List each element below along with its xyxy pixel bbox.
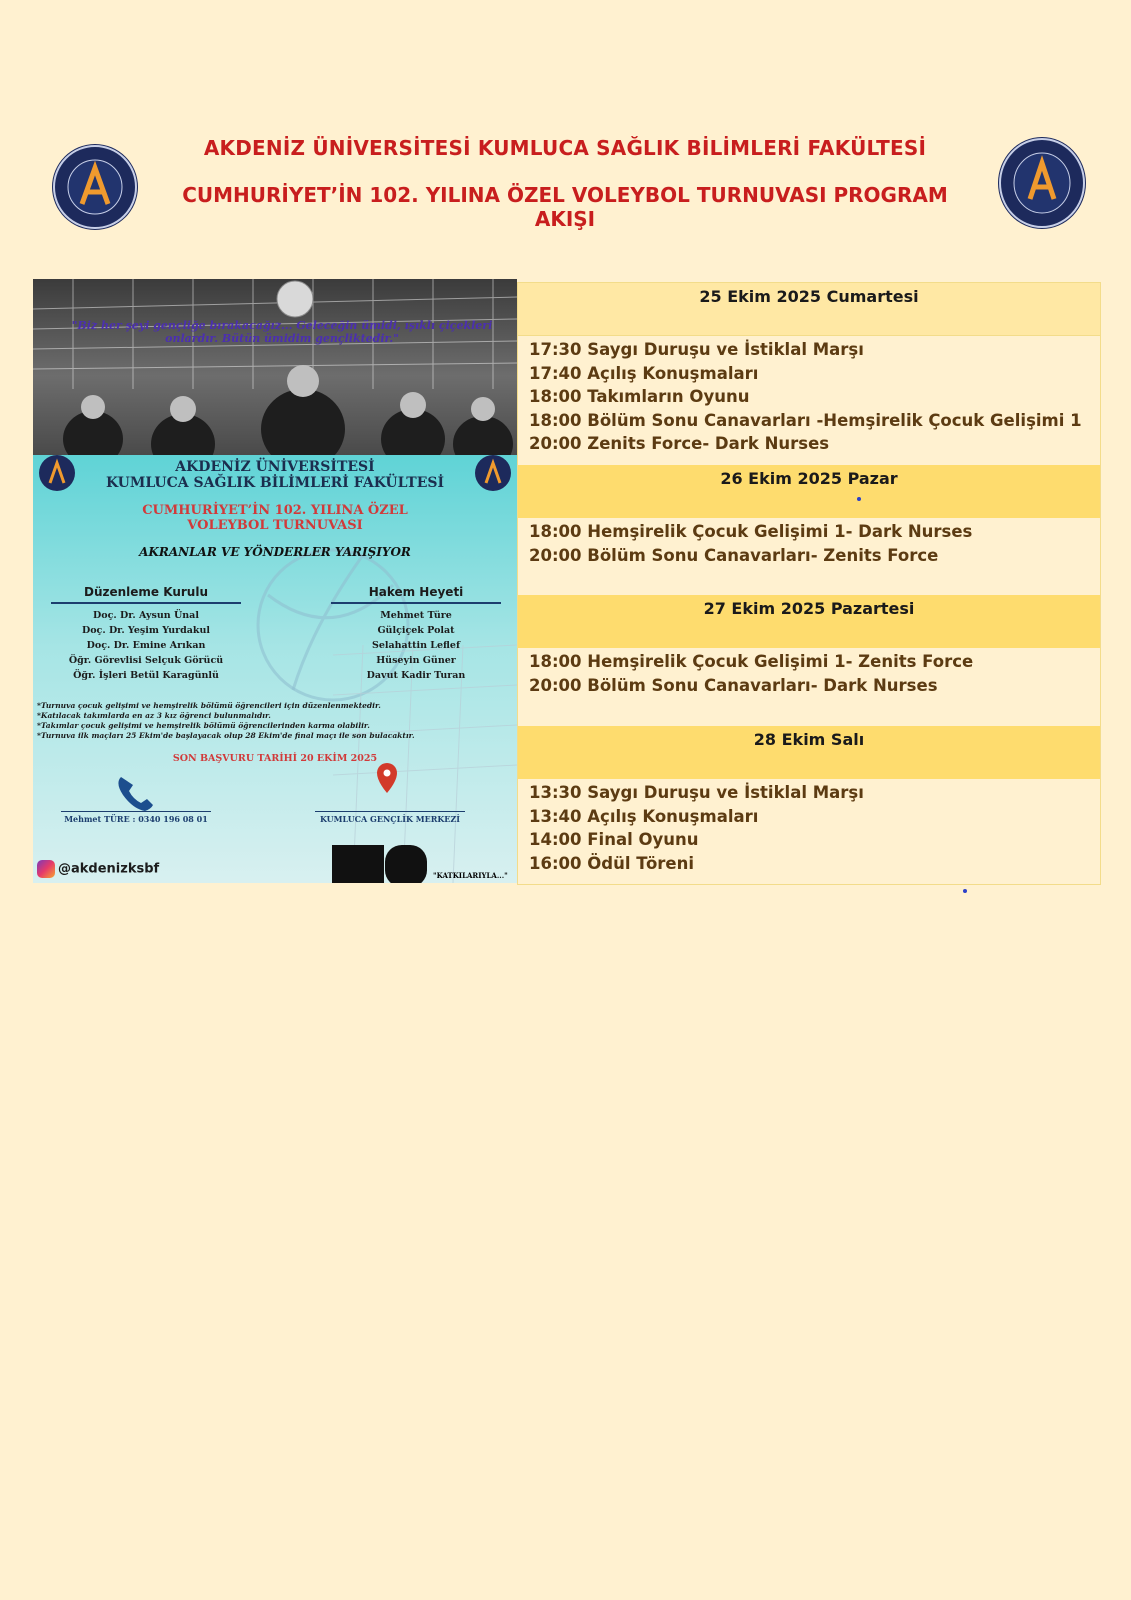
referee: Gülçiçek Polat xyxy=(377,625,455,636)
header-title-line2: CUMHURİYET’İN 102. YILINA ÖZEL VOLEYBOL TURNUVASI PROGRAM AKIŞI xyxy=(182,183,948,231)
contact-phone: Mehmet TÜRE : 0340 196 08 01 xyxy=(61,811,211,824)
poster-university-line1: AKDENİZ ÜNİVERSİTESİ xyxy=(175,459,375,475)
day-events xyxy=(529,520,972,567)
university-logo-right xyxy=(998,137,1086,229)
day-events xyxy=(529,650,973,697)
event-item: 20:00 Zenits Force- Dark Nurses xyxy=(529,434,830,453)
poster-note: *Turnuva çocuk gelişimi ve hemşirelik bölümü öğrencileri için düzenlenmektedir. xyxy=(37,701,381,710)
program-schedule xyxy=(517,282,1101,885)
sponsor-thanks: "KATKILARIYLA..." xyxy=(433,871,508,880)
event-item: 17:40 Açılış Konuşmaları xyxy=(529,363,759,383)
event-item: 18:00 Bölüm Sonu Canavarları -Hemşirelik Çocuk Gelişimi 1 xyxy=(529,410,1082,430)
poster-university xyxy=(33,459,517,491)
instagram-handle xyxy=(37,860,159,878)
poster-subtitle: AKRANLAR VE YÖNDERLER YARIŞIYOR xyxy=(139,545,411,559)
committee-member: Doç. Dr. Emine Arıkan xyxy=(86,640,206,651)
day-events xyxy=(529,338,1082,456)
committee-title: Düzenleme Kurulu xyxy=(51,585,241,604)
committee-member: Öğr. İşleri Betül Karagünlü xyxy=(73,670,219,681)
seal-icon xyxy=(998,137,1086,229)
event-item: 18:00 Takımların Oyunu xyxy=(529,387,750,406)
sponsor-logo xyxy=(385,845,427,883)
day-header: 26 Ekim 2025 Pazar xyxy=(518,465,1100,518)
poster-event-line2: VOLEYBOL TURNUVASI xyxy=(187,518,363,533)
stray-dot xyxy=(857,497,861,501)
event-item: 14:00 Final Oyunu xyxy=(529,830,699,849)
referee-board xyxy=(331,585,501,683)
event-item: 16:00 Ödül Töreni xyxy=(529,853,695,873)
event-item: 17:30 Saygı Duruşu ve İstiklal Marşı xyxy=(529,340,864,359)
poster-note: *Takımlar çocuk gelişimi ve hemşirelik bölümü öğrencilerinden karma olabilir. xyxy=(37,721,370,730)
poster-body xyxy=(33,455,517,883)
poster-notes xyxy=(37,701,457,741)
historic-photo xyxy=(33,279,517,455)
poster-note: *Turnuva ilk maçları 25 Ekim'de başlayacak olup 28 Ekim'de final maçı ile son bulacaktır. xyxy=(37,731,415,740)
tournament-poster xyxy=(33,279,517,883)
referee: Davut Kadir Turan xyxy=(366,670,466,681)
committee-member: Öğr. Görevlisi Selçuk Görücü xyxy=(68,655,224,666)
referee: Mehmet Türe xyxy=(380,610,452,621)
ataturk-quote: "Biz her şeyi gençliğe bırakacağız... Geleceğin ümidi, ışıklı çiçekleri onlardır. Bütün ümidim gençliktedir." xyxy=(71,319,493,345)
referee: Hüseyin Güner xyxy=(376,655,456,666)
event-item: 20:00 Bölüm Sonu Canavarları- Dark Nurses xyxy=(529,675,938,695)
day-events xyxy=(529,781,864,875)
sponsor-logo xyxy=(332,845,384,883)
event-item: 18:00 Hemşirelik Çocuk Gelişimi 1- Dark Nurses xyxy=(529,522,973,541)
event-item: 20:00 Bölüm Sonu Canavarları- Zenits Force xyxy=(529,545,939,565)
header-title-line1: AKDENİZ ÜNİVERSİTESİ KUMLUCA SAĞLIK BİLİMLERİ FAKÜLTESİ xyxy=(203,136,927,160)
referees-title: Hakem Heyeti xyxy=(331,585,501,604)
university-logo-left xyxy=(52,144,138,230)
day-header: 28 Ekim Salı xyxy=(518,726,1100,779)
stray-dot xyxy=(963,889,967,893)
day-header: 27 Ekim 2025 Pazartesi xyxy=(518,595,1100,648)
poster-event-line1: CUMHURİYET’İN 102. YILINA ÖZEL xyxy=(142,503,408,518)
committee-member: Doç. Dr. Aysun Ünal xyxy=(93,610,199,621)
day-header: 25 Ekim 2025 Cumartesi xyxy=(518,283,1100,336)
application-deadline: SON BAŞVURU TARİHİ 20 EKİM 2025 xyxy=(172,753,378,764)
committee-member: Doç. Dr. Yeşim Yurdakul xyxy=(81,625,211,636)
instagram-text: @akdenizksbf xyxy=(58,861,160,877)
instagram-icon xyxy=(37,860,55,878)
venue: KUMLUCA GENÇLİK MERKEZİ xyxy=(315,811,465,824)
poster-event-title xyxy=(33,503,517,533)
seal-icon xyxy=(52,144,138,230)
poster-university-line2: KUMLUCA SAĞLIK BİLİMLERİ FAKÜLTESİ xyxy=(105,475,445,491)
event-item: 18:00 Hemşirelik Çocuk Gelişimi 1- Zenits Force xyxy=(529,652,974,671)
referee: Selahattin Leflef xyxy=(371,640,461,651)
event-item: 13:40 Açılış Konuşmaları xyxy=(529,806,759,826)
volleyball-net-icon xyxy=(33,279,517,455)
poster-note: *Katılacak takımlarda en az 3 kız öğrenci bulunmalıdır. xyxy=(37,711,271,720)
organizing-committee xyxy=(51,585,241,683)
event-item: 13:30 Saygı Duruşu ve İstiklal Marşı xyxy=(529,783,864,802)
